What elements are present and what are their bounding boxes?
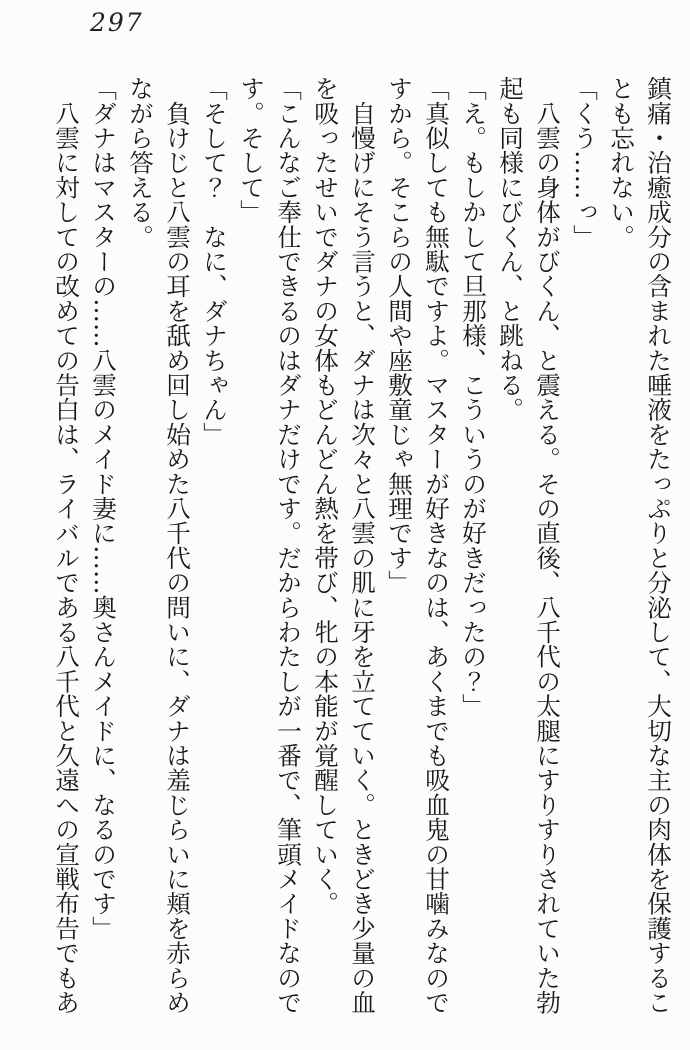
text-line: 八雲の身体がびくん、と震える。その直後、八千代の太腿にすりすりされていた勃 [533, 76, 562, 1015]
text-line: 「真似しても無駄ですよ。マスターが好きなのは、あくまでも吸血鬼の甘噛みなので [422, 76, 451, 1015]
text-line: 「こんなご奉仕できるのはダナだけです。だからわたしが一番で、筆頭メイドなので [274, 76, 303, 1015]
text-line: すから。そこらの人間や座敷童じゃ無理です」 [385, 76, 414, 595]
text-line: 自慢げにそう言うと、ダナは次々と八雲の肌に牙を立てていく。ときどき少量の血 [348, 76, 377, 1015]
text-line: 八雲に対しての改めての告白は、ライバルである八千代と久遠への宣戦布告でもあ [52, 76, 81, 1015]
text-line: 「ダナはマスターの……八雲のメイド妻に……奥さんメイドに、なるのです」 [89, 76, 118, 941]
page-number: 297 [90, 8, 144, 37]
text-line: 鎮痛・治癒成分の含まれた唾液をたっぷりと分泌して、大切な主の肉体を保護するこ [644, 76, 673, 1015]
text-line: ながら答える。 [126, 76, 155, 249]
text-line: 「え。もしかして旦那様、こういうのが好きだったの？」 [459, 76, 488, 719]
text-line: とも忘れない。 [607, 76, 636, 249]
text-line: 負けじと八雲の耳を舐め回し始めた八千代の問いに、ダナは羞じらいに頬を赤らめ [163, 76, 192, 1015]
text-line: す。そして」 [237, 76, 266, 225]
text-line: 「くう……っ」 [570, 76, 599, 249]
text-block [48, 76, 677, 1016]
text-line: を吸ったせいでダナの女体もどんどん熱を帯び、牝の本能が覚醒していく。 [311, 76, 340, 916]
text-line: 「そして？ なに、ダナちゃん」 [200, 76, 229, 447]
text-line: 起も同様にびくん、と跳ねる。 [496, 76, 525, 422]
